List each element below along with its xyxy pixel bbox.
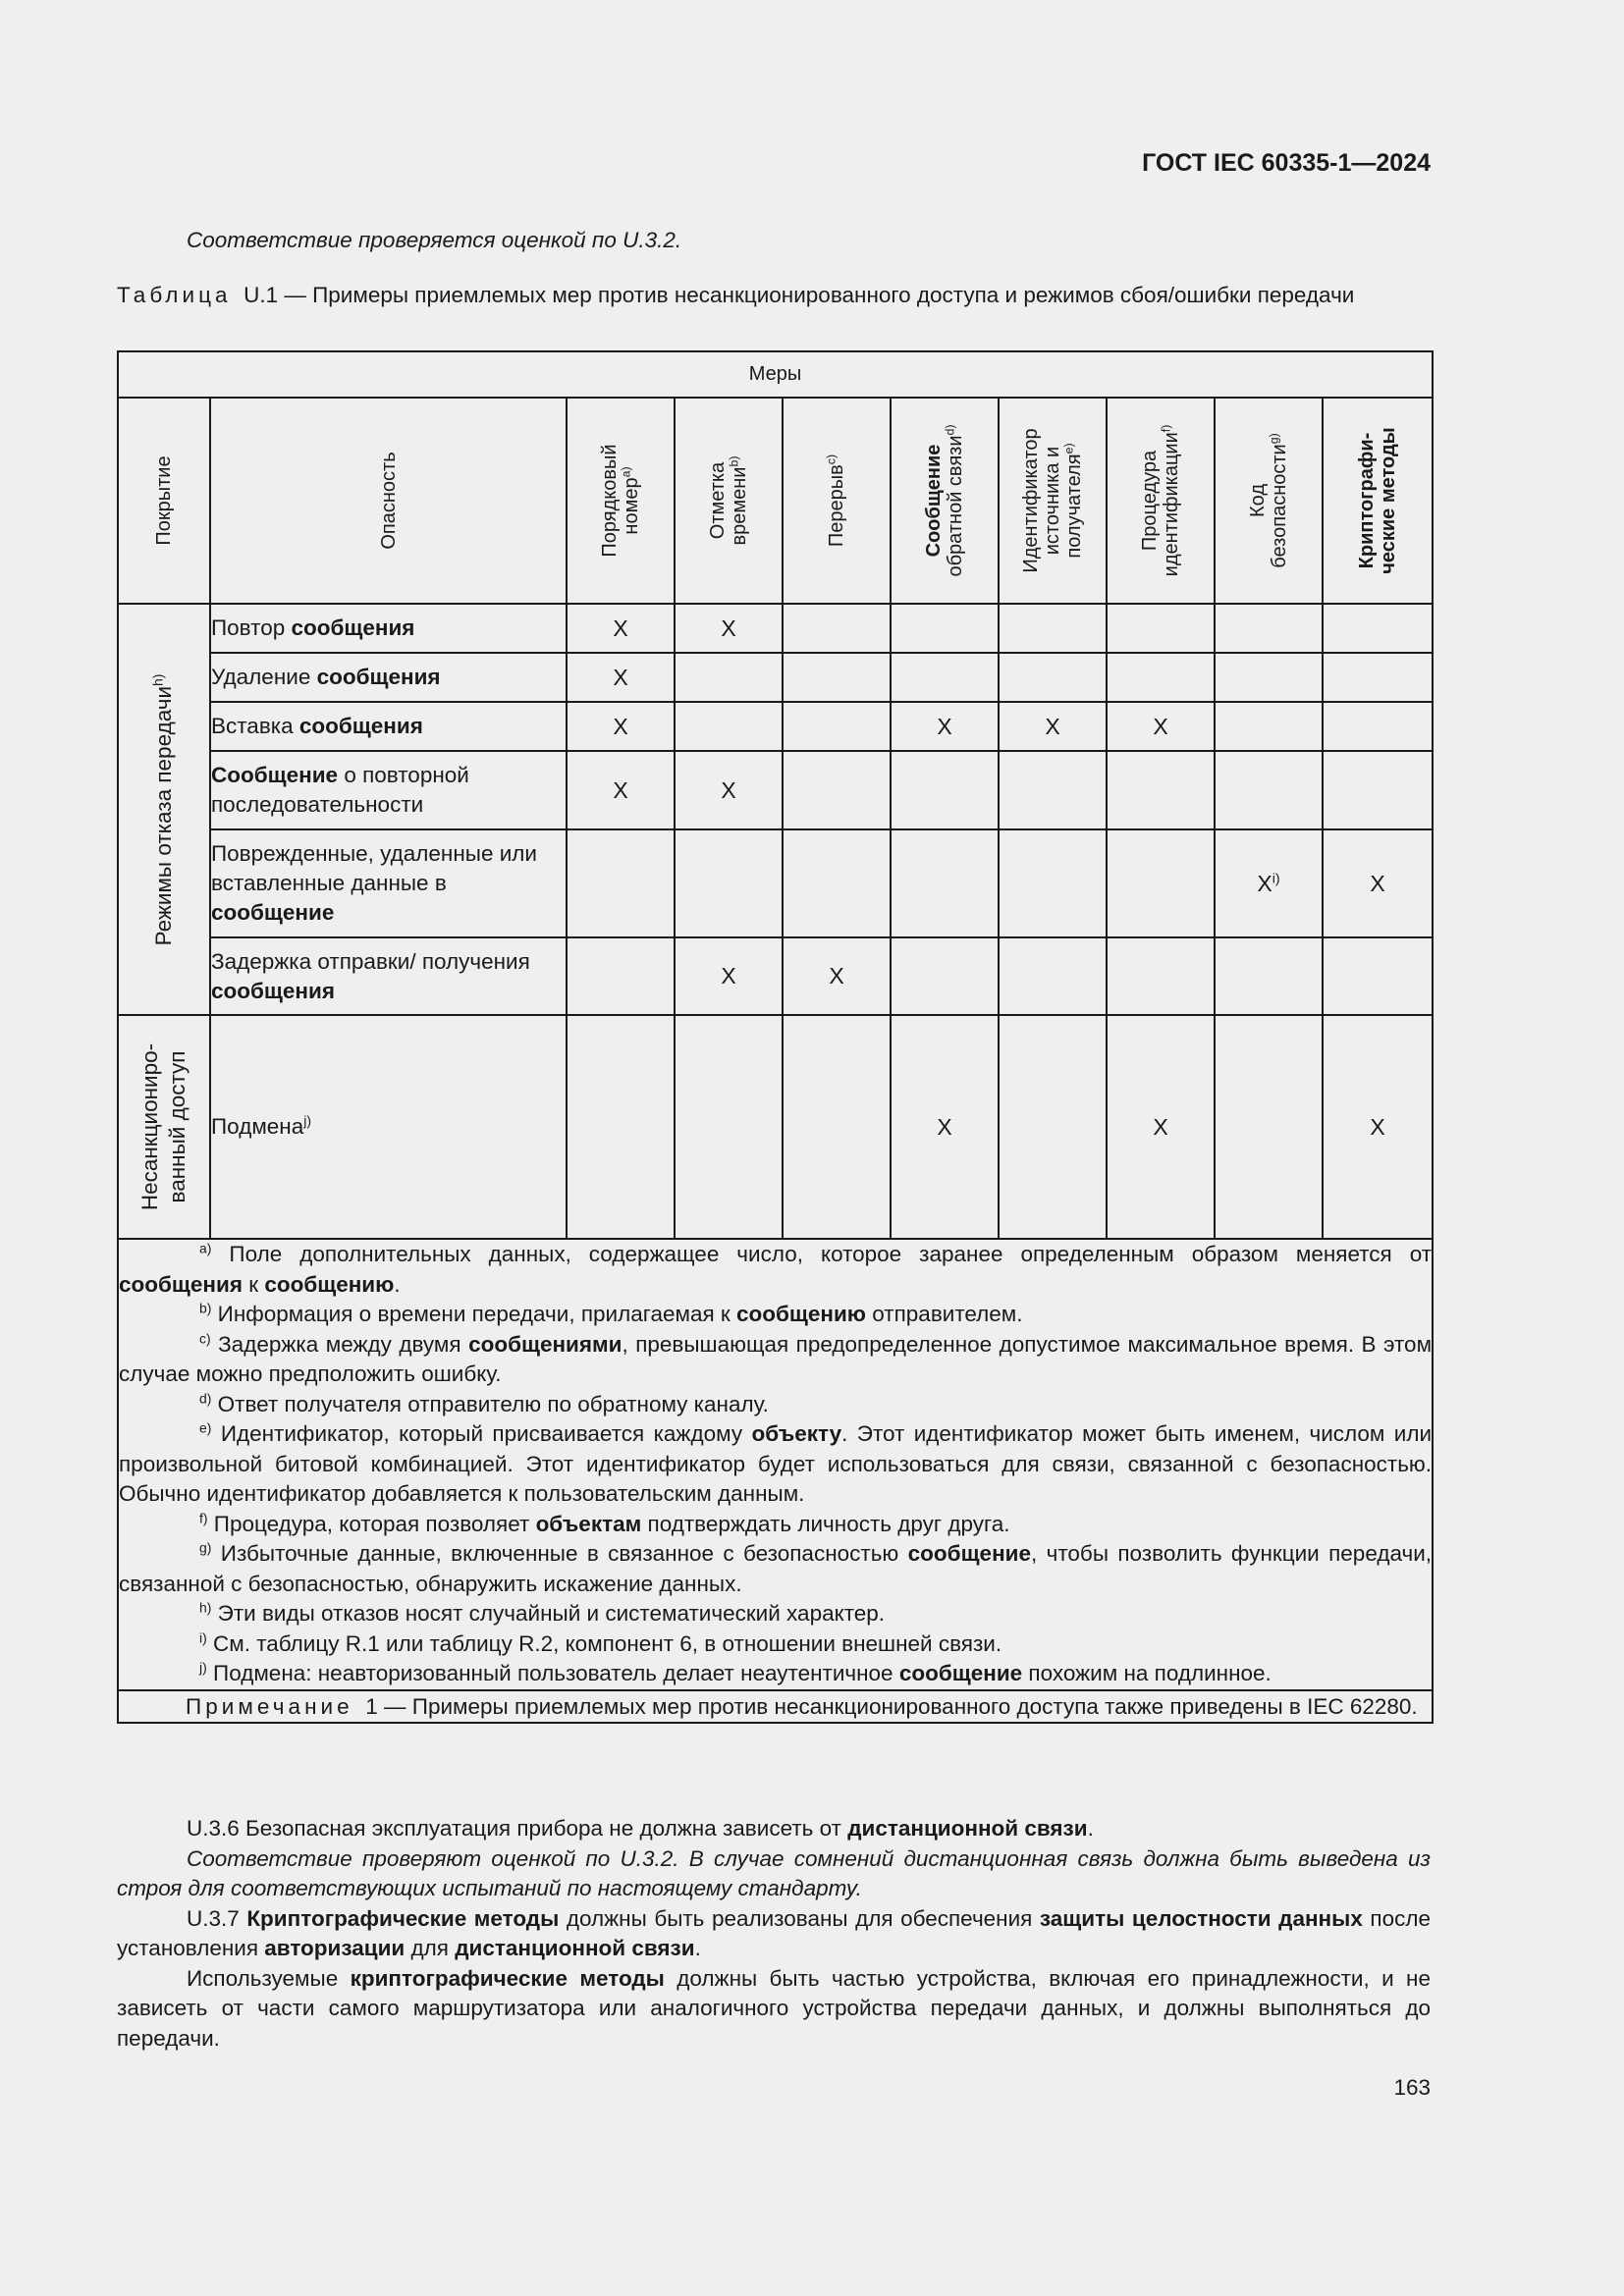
hazard-cell: Задержка отправки/ получения сообщения (210, 937, 567, 1015)
mark-cell: X (1323, 1015, 1433, 1239)
mark-cell: X (783, 937, 891, 1015)
paragraph-crypto: Используемые криптографические методы должны быть частью устройства, включая его принадлежности, и не зависеть от части самого маршрутизатора или аналогичного устройства передачи данных, и должны выполняться до передачи. (117, 1965, 1431, 2051)
footnote: $^{b)}$ Информация о времени передачи, прилагаемая к сообщению отправителем. (199, 1300, 1023, 1326)
col-timeout: Перерыв$^{c)}$ (783, 398, 891, 604)
mark-cell (999, 604, 1107, 653)
mark-cell (1215, 937, 1323, 1015)
table-row (118, 751, 1433, 829)
col-safety-code: Код безопасности$^{g)}$ (1215, 398, 1323, 604)
mark-cell (1107, 604, 1215, 653)
mark-cell: X (567, 653, 675, 702)
footnote: $^{g)}$ Избыточные данные, включенные в связанное с безопасностью сообщение, чтобы позволить функции передачи, связанной с безопасностью, обнаружить искажение данных. (119, 1539, 1433, 1596)
col-sequence-number: Порядковый номер$^{a)}$ (567, 398, 675, 604)
mark-cell (1107, 653, 1215, 702)
table-note: Примечание 1 — Примеры приемлемых мер против несанкционированного доступа также приведены в IEC 62280. (118, 1690, 1433, 1723)
mark-cell (675, 653, 783, 702)
mark-cell: X (567, 751, 675, 829)
mark-cell (1215, 653, 1323, 702)
table-caption-label: Таблица (117, 283, 232, 307)
table-caption-text: U.1 — Примеры приемлемых мер против несанкционированного доступа и режимов сбоя/ошибки передачи (244, 283, 1355, 307)
col-coverage: Покрытие (118, 398, 210, 604)
mark-cell (675, 702, 783, 751)
col-crypto-methods: Криптографи- ческие методы (1323, 398, 1433, 604)
mark-cell (675, 1015, 783, 1239)
mark-cell (1215, 604, 1323, 653)
mark-cell (783, 829, 891, 937)
measures-header: Меры (118, 351, 1433, 398)
mark-cell (783, 702, 891, 751)
mark-cell (783, 751, 891, 829)
paragraph-u36-compliance: Соответствие проверяют оценкой по U.3.2. В случае сомнений дистанционная связь должна быть выведена из строя для соответствующих испытаний по настоящему стандарту. (117, 1845, 1431, 1900)
mark-cell (891, 829, 999, 937)
table-caption (117, 281, 1431, 310)
mark-cell (999, 751, 1107, 829)
col-feedback-message: Сообщение обратной связи$^{d)}$ (891, 398, 999, 604)
footnote: $^{d)}$ Ответ получателя отправителю по обратному каналу. (199, 1390, 769, 1416)
group-unauthorized-access: Несанкционирo- ванный доступ (118, 1015, 210, 1239)
mark-cell: X (999, 702, 1107, 751)
mark-cell (1323, 751, 1433, 829)
table-row (118, 604, 1433, 653)
footnote: $^{f)}$ Процедура, которая позволяет объектам подтверждать личность друг друга. (199, 1510, 1010, 1536)
hazard-cell: Повтор сообщения (210, 604, 567, 653)
mark-cell (891, 653, 999, 702)
mark-cell (675, 829, 783, 937)
table-row (118, 829, 1433, 937)
document-code: ГОСТ IEC 60335-1—2024 (1142, 149, 1431, 177)
mark-cell (999, 829, 1107, 937)
mark-cell (999, 653, 1107, 702)
paragraph-u36: U.3.6 Безопасная эксплуатация прибора не должна зависеть от дистанционной связи. (187, 1816, 1094, 1841)
table-row (118, 653, 1433, 702)
mark-cell (567, 937, 675, 1015)
col-source-dest-id: Идентификатор источника и получателя$^{e)}$ (999, 398, 1107, 604)
mark-cell (999, 937, 1107, 1015)
mark-cell (567, 1015, 675, 1239)
hazard-cell: Подмена$^{j)}$ (210, 1015, 567, 1239)
hazard-cell: Сообщение о повторной последовательности (210, 751, 567, 829)
footnote: $^{h)}$ Эти виды отказов носят случайный и систематический характер. (199, 1599, 886, 1626)
mark-cell: X (1107, 1015, 1215, 1239)
footnote: $^{e)}$ Идентификатор, который присваивается каждому объекту. Этот идентификатор может быть именем, числом или произвольной битовой комбинацией. Этот идентификатор будет использоваться для связи, связанной с безопасностью. Обычно идентификатор добавляется к пользовательским данным. (119, 1419, 1433, 1506)
mark-cell: X (567, 604, 675, 653)
table-row (118, 702, 1433, 751)
footnote: $^{j)}$ Подмена: неавторизованный пользователь делает неаутентичное сообщение похожим на подлинное. (199, 1659, 1272, 1685)
mark-cell (891, 604, 999, 653)
mark-cell: X (675, 751, 783, 829)
mark-cell (783, 653, 891, 702)
mark-cell (1323, 653, 1433, 702)
mark-cell: X (1107, 702, 1215, 751)
footnote: $^{c)}$ Задержка между двумя сообщениями, превышающая предопределенное допустимое максимальное время. В этом случае можно предположить ошибку. (119, 1330, 1433, 1386)
mark-cell (1323, 937, 1433, 1015)
page-number: 163 (1393, 2075, 1431, 2100)
col-identification-procedure: Процедура идентификации$^{f)}$ (1107, 398, 1215, 604)
mark-cell (1107, 829, 1215, 937)
table-row (118, 937, 1433, 1015)
mark-cell (1323, 702, 1433, 751)
measures-table (117, 350, 1434, 1724)
mark-cell: X (567, 702, 675, 751)
mark-cell (891, 751, 999, 829)
paragraph-u37: U.3.7 Криптографические методы должны быть реализованы для обеспечения защиты целостности данных после установления авторизации для дистанционной связи. (117, 1905, 1432, 1960)
mark-cell: $X^{i)}$ (1215, 829, 1323, 937)
col-hazard: Опасность (210, 398, 567, 604)
mark-cell: X (891, 1015, 999, 1239)
footnote: $^{i)}$ См. таблицу R.1 или таблицу R.2, компонент 6, в отношении внешней связи. (199, 1629, 1002, 1656)
hazard-cell: Вставка сообщения (210, 702, 567, 751)
mark-cell (999, 1015, 1107, 1239)
mark-cell: X (675, 937, 783, 1015)
mark-cell: X (891, 702, 999, 751)
mark-cell (1107, 751, 1215, 829)
mark-cell (1215, 1015, 1323, 1239)
mark-cell (1215, 702, 1323, 751)
mark-cell (1215, 751, 1323, 829)
col-timestamp: Отметка времени$^{b)}$ (675, 398, 783, 604)
mark-cell: X (1323, 829, 1433, 937)
mark-cell (891, 937, 999, 1015)
mark-cell (1323, 604, 1433, 653)
mark-cell (783, 604, 891, 653)
footnote: $^{a)}$ Поле дополнительных данных, содержащее число, которое заранее определенным образом меняется от сообщения к сообщению. (119, 1240, 1433, 1297)
group-transmission-failure: Режимы отказа передачи$^{h)}$ (118, 604, 210, 1015)
footnotes (118, 1239, 1433, 1690)
mark-cell (783, 1015, 891, 1239)
mark-cell (567, 829, 675, 937)
table-row (118, 1015, 1433, 1239)
mark-cell (1107, 937, 1215, 1015)
hazard-cell: Поврежденные, удаленные или вставленные данные в сообщение (210, 829, 567, 937)
hazard-cell: Удаление сообщения (210, 653, 567, 702)
body-text (117, 1814, 1431, 2054)
intro-line: Соответствие проверяется оценкой по U.3.2. (187, 228, 682, 252)
mark-cell: X (675, 604, 783, 653)
